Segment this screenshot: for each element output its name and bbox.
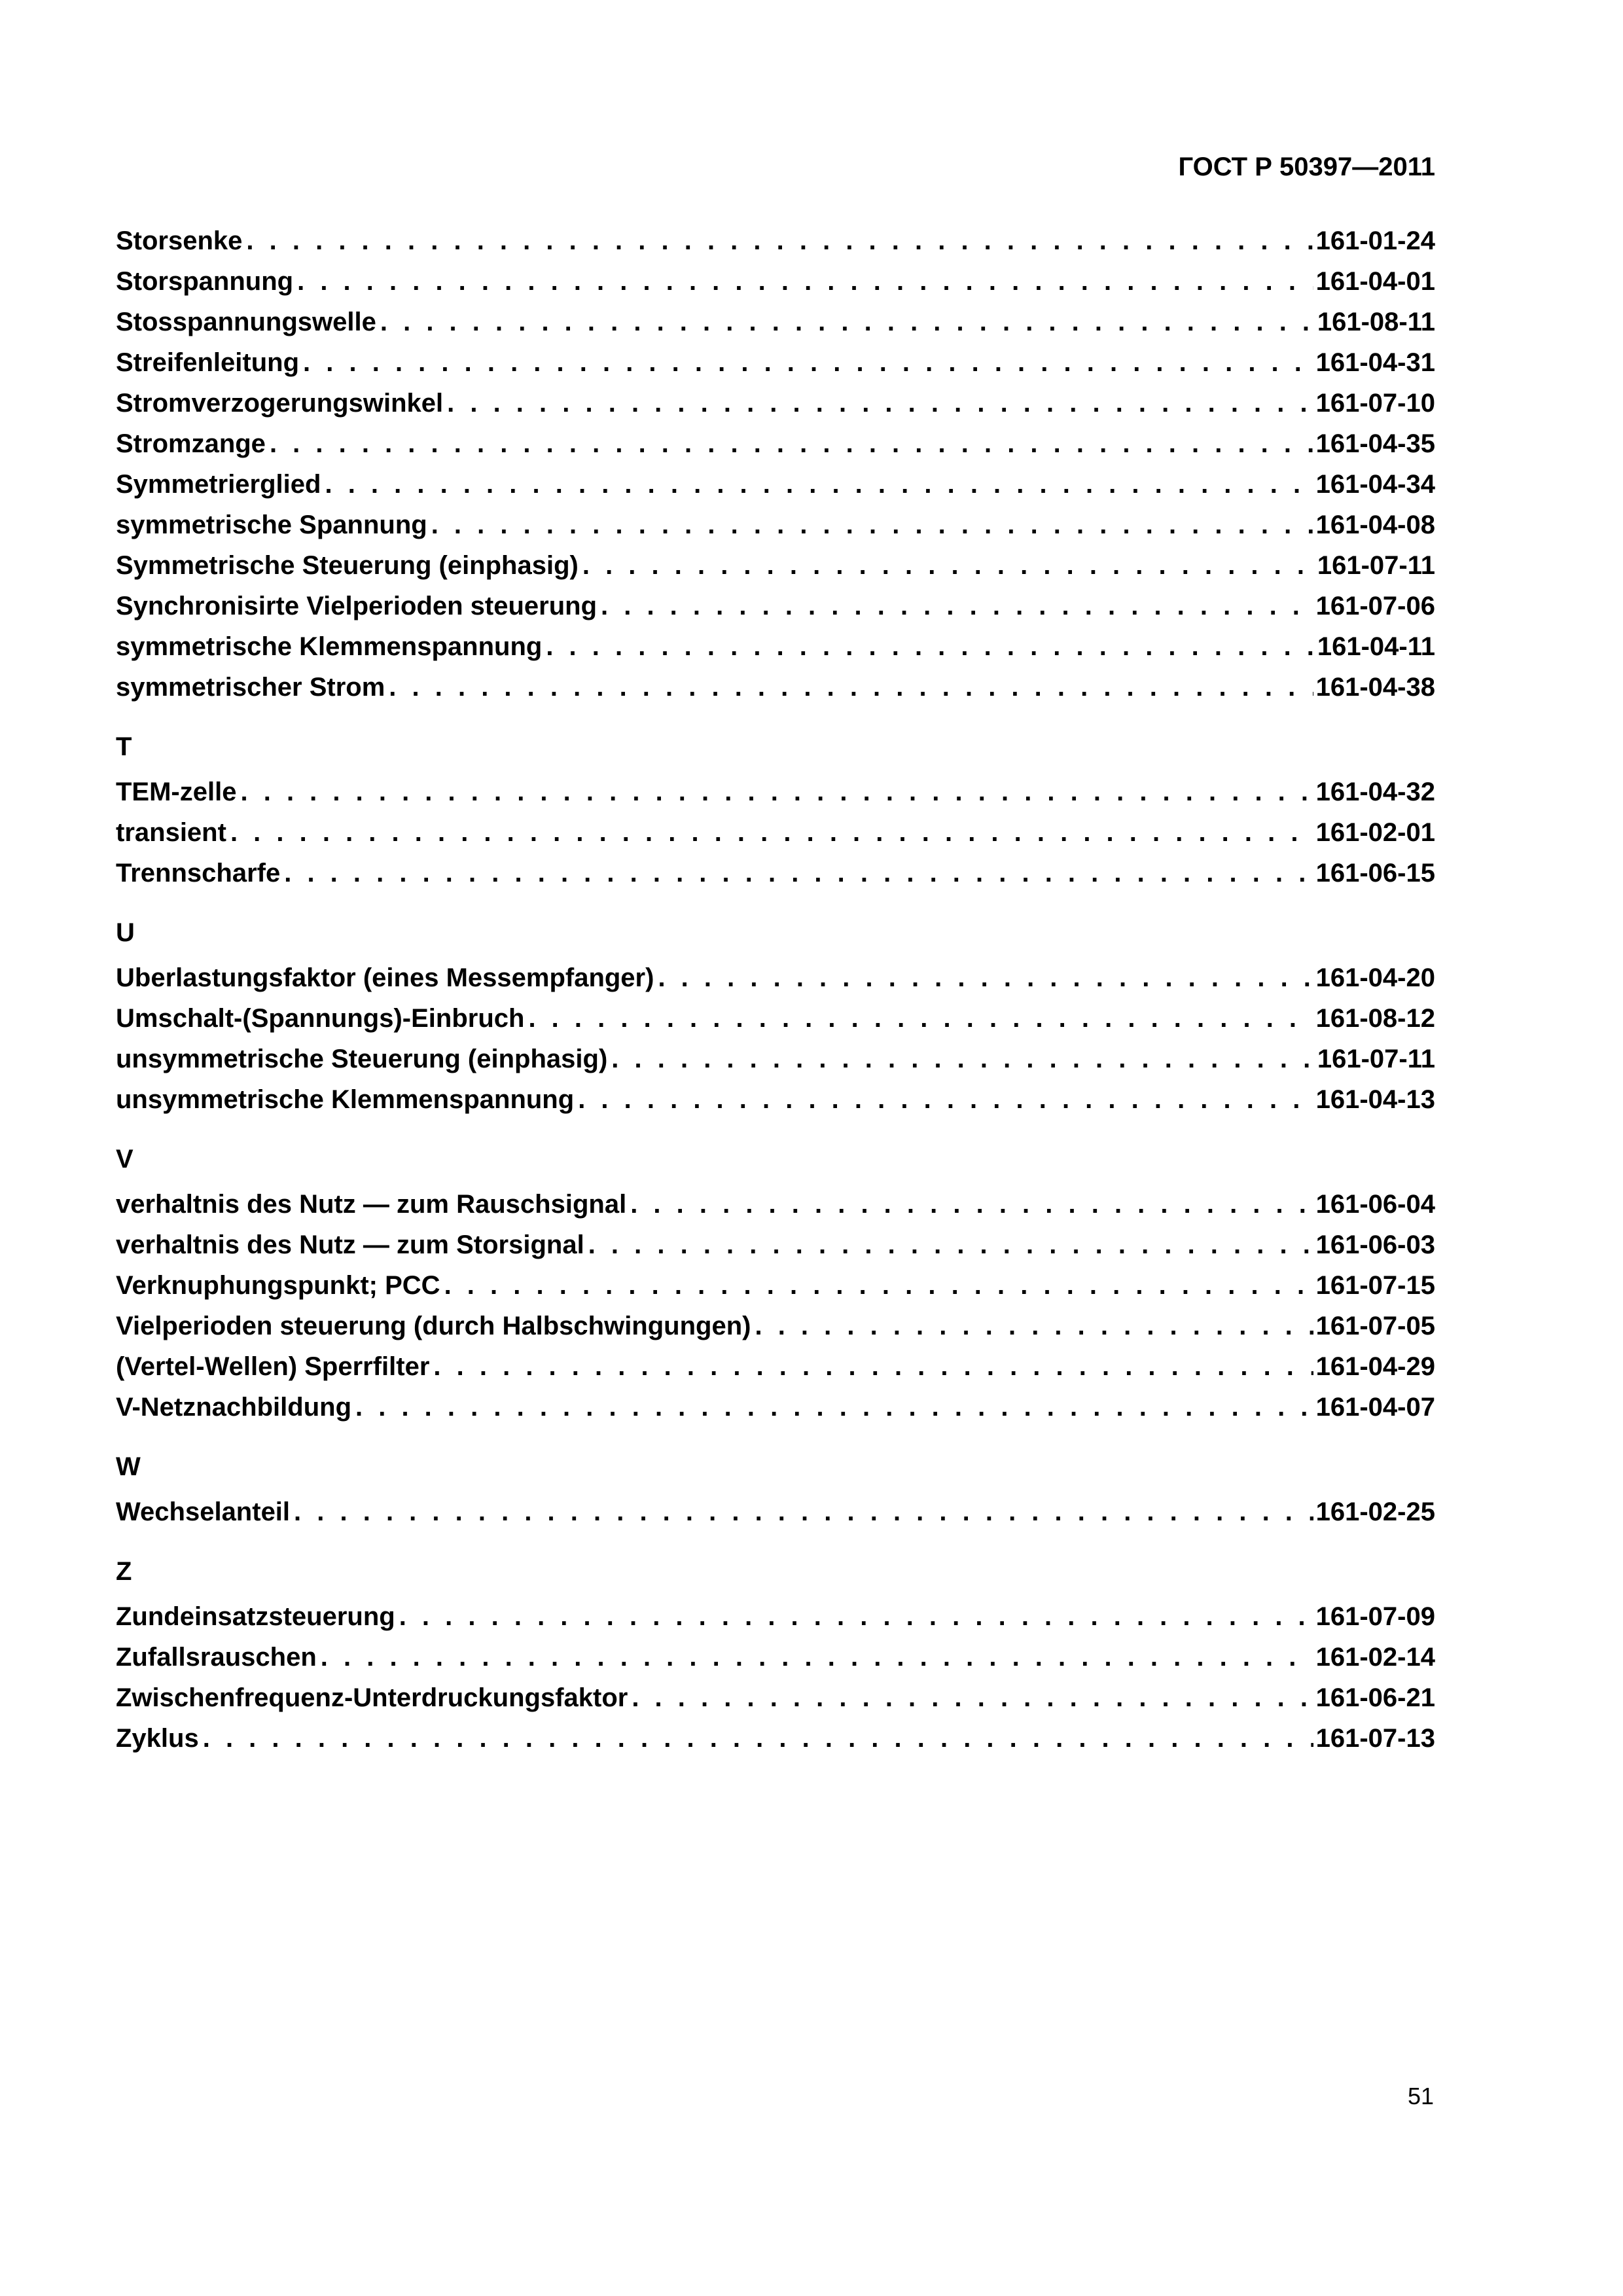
index-term: verhaltnis des Nutz — zum Storsignal	[116, 1230, 584, 1259]
index-term: Uberlastungsfaktor (eines Messempfanger)	[116, 963, 654, 992]
index-code: 161-02-01	[1315, 818, 1435, 847]
section-letter: T	[116, 732, 132, 761]
page-number: 51	[1407, 2083, 1434, 2109]
index-term: verhaltnis des Nutz — zum Rauschsignal	[116, 1190, 627, 1219]
index-entry	[116, 667, 1435, 708]
index-term: symmetrische Klemmenspannung	[116, 632, 543, 661]
index-term: Wechselanteil	[116, 1498, 291, 1526]
index-term: Zwischenfrequenz-Unterdruckungsfaktor	[116, 1683, 628, 1712]
index-entry	[116, 998, 1435, 1039]
dot-leader	[203, 1718, 1313, 1759]
index-entry	[116, 423, 1435, 464]
index-term: unsymmetrische Klemmenspannung	[116, 1085, 575, 1114]
index-code: 161-01-24	[1315, 226, 1435, 255]
dot-leader	[297, 261, 1313, 302]
dot-leader	[230, 812, 1313, 853]
index-term: Zufallsrauschen	[116, 1643, 317, 1672]
index-entry	[116, 958, 1435, 998]
index-entry	[116, 853, 1435, 893]
term-index	[116, 221, 1435, 1759]
index-term: Stromverzogerungswinkel	[116, 389, 444, 418]
index-term: Streifenleitung	[116, 348, 300, 377]
index-entry	[116, 812, 1435, 853]
index-term: Symmetrierglied	[116, 470, 321, 499]
index-entry	[116, 302, 1435, 342]
dot-leader	[546, 626, 1315, 667]
index-entry	[116, 1225, 1435, 1265]
index-entry	[116, 1306, 1435, 1346]
dot-leader	[588, 1225, 1313, 1265]
index-term: transient	[116, 818, 226, 847]
index-term: Zyklus	[116, 1724, 199, 1753]
index-term: V-Netznachbildung	[116, 1393, 351, 1422]
index-code: 161-04-20	[1315, 963, 1435, 992]
index-code: 161-07-09	[1315, 1602, 1435, 1631]
index-entry	[116, 1184, 1435, 1225]
index-code: 161-07-05	[1315, 1312, 1435, 1340]
dot-leader	[399, 1596, 1313, 1637]
index-code: 161-07-13	[1315, 1724, 1435, 1753]
index-code: 161-08-11	[1317, 308, 1435, 336]
dot-leader	[380, 302, 1315, 342]
index-entry	[116, 221, 1435, 261]
index-term: TEM-zelle	[116, 778, 237, 806]
dot-leader	[601, 586, 1313, 626]
dot-leader	[578, 1079, 1313, 1120]
index-entry	[116, 1387, 1435, 1427]
index-term: Synchronisirte Vielperioden steuerung	[116, 592, 597, 620]
index-entry	[116, 1039, 1435, 1079]
index-code: 161-06-21	[1315, 1683, 1435, 1712]
section-letter: V	[116, 1145, 134, 1174]
index-term: unsymmetrische Steuerung (einphasig)	[116, 1045, 608, 1073]
index-entry	[116, 1596, 1435, 1637]
index-code: 161-08-12	[1315, 1004, 1435, 1033]
index-entry	[116, 772, 1435, 812]
index-code: 161-06-04	[1315, 1190, 1435, 1219]
dot-leader	[325, 464, 1313, 505]
index-entry	[116, 1492, 1435, 1532]
dot-leader	[447, 383, 1313, 423]
index-term: symmetrische Spannung	[116, 511, 427, 539]
index-code: 161-04-07	[1315, 1393, 1435, 1422]
index-code: 161-07-15	[1315, 1271, 1435, 1300]
dot-leader	[528, 998, 1313, 1039]
index-code: 161-04-13	[1315, 1085, 1435, 1114]
index-entry	[116, 464, 1435, 505]
dot-leader	[630, 1184, 1313, 1225]
index-term: Vielperioden steuerung (durch Halbschwingungen)	[116, 1312, 751, 1340]
section-letter: U	[116, 918, 135, 947]
dot-leader	[284, 853, 1313, 893]
index-term: Verknuphungspunkt; PCC	[116, 1271, 440, 1300]
dot-leader	[431, 505, 1313, 545]
dot-leader	[321, 1637, 1313, 1677]
index-code: 161-04-08	[1315, 511, 1435, 539]
index-code: 161-04-35	[1315, 429, 1435, 458]
index-term: Trennscharfe	[116, 859, 281, 888]
index-entry	[116, 261, 1435, 302]
index-code: 161-04-32	[1315, 778, 1435, 806]
index-code: 161-06-03	[1315, 1230, 1435, 1259]
index-code: 161-04-31	[1315, 348, 1435, 377]
dot-leader	[632, 1677, 1313, 1718]
index-code: 161-04-34	[1315, 470, 1435, 499]
dot-leader	[389, 667, 1313, 708]
index-entry	[116, 1677, 1435, 1718]
index-code: 161-07-06	[1315, 592, 1435, 620]
index-term: Storsenke	[116, 226, 243, 255]
index-entry	[116, 545, 1435, 586]
index-entry	[116, 342, 1435, 383]
index-code: 161-04-29	[1315, 1352, 1435, 1381]
index-entry	[116, 626, 1435, 667]
dot-leader	[303, 342, 1313, 383]
index-term: symmetrischer Strom	[116, 673, 385, 702]
index-code: 161-07-11	[1317, 551, 1435, 580]
index-code: 161-02-14	[1315, 1643, 1435, 1672]
dot-leader	[755, 1306, 1313, 1346]
section-letter: Z	[116, 1557, 132, 1586]
index-code: 161-02-25	[1315, 1498, 1435, 1526]
dot-leader	[270, 423, 1313, 464]
dot-leader	[246, 221, 1313, 261]
index-code: 161-04-11	[1317, 632, 1435, 661]
index-entry	[116, 505, 1435, 545]
index-term: (Vertel-Wellen) Sperrfilter	[116, 1352, 430, 1381]
dot-leader	[240, 772, 1313, 812]
dot-leader	[444, 1265, 1313, 1306]
dot-leader	[658, 958, 1313, 998]
index-entry	[116, 1637, 1435, 1677]
index-entry	[116, 1079, 1435, 1120]
dot-leader	[611, 1039, 1315, 1079]
index-term: Symmetrische Steuerung (einphasig)	[116, 551, 579, 580]
index-code: 161-07-11	[1317, 1045, 1435, 1073]
document-header: ГОСТ Р 50397—2011	[1178, 152, 1435, 181]
dot-leader	[433, 1346, 1313, 1387]
index-term: Zundeinsatzsteuerung	[116, 1602, 395, 1631]
index-entry	[116, 1718, 1435, 1759]
index-code: 161-06-15	[1315, 859, 1435, 888]
dot-leader	[355, 1387, 1313, 1427]
dot-leader	[582, 545, 1315, 586]
index-entry	[116, 383, 1435, 423]
index-term: Umschalt-(Spannungs)-Einbruch	[116, 1004, 525, 1033]
index-code: 161-07-10	[1315, 389, 1435, 418]
index-term: Stromzange	[116, 429, 266, 458]
index-term: Storspannung	[116, 267, 294, 296]
index-entry	[116, 586, 1435, 626]
index-term: Stosspannungswelle	[116, 308, 376, 336]
index-entry	[116, 1265, 1435, 1306]
index-entry	[116, 1346, 1435, 1387]
index-code: 161-04-01	[1315, 267, 1435, 296]
section-letter: W	[116, 1452, 141, 1481]
dot-leader	[294, 1492, 1313, 1532]
index-code: 161-04-38	[1315, 673, 1435, 702]
